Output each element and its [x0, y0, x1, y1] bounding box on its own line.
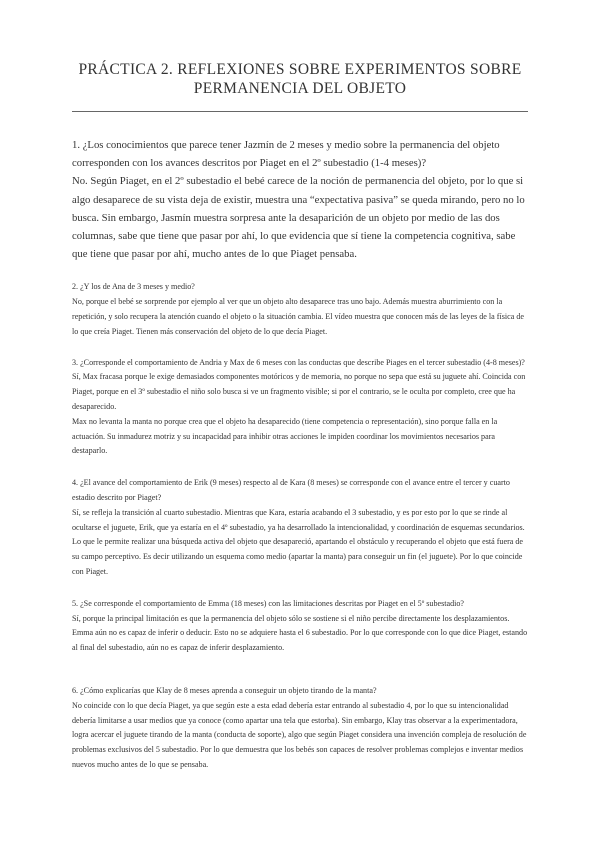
title-divider: [72, 111, 528, 112]
answer-text: No, porque el bebé se sorprende por ejemplo al ver que un objeto alto desaparece tras uno bajo. Además muestra aburrimiento con la repetición, y solo recupera la atención cuando el objeto o la situación cambia. El vídeo muestra que conocen más de las leyes de la física de lo que creía Piaget. Tienen más conservación del objeto de lo que decía Piaget.: [72, 297, 524, 336]
question-text: 4. ¿El avance del comportamiento de Erik (9 meses) respecto al de Kara (8 meses) se corresponde con el avance entre el tercer y cuarto estadio descrito por Piaget?: [72, 478, 510, 502]
question-text: 2. ¿Y los de Ana de 3 meses y medio?: [72, 282, 195, 292]
answer-text-2: Max no levanta la manta no porque crea que el objeto ha desaparecido (tiene competencia o representación), sino porque falla en la actuación. Su inmadurez motriz y su incapacidad para inhibir otras acciones le impiden coordinar los movimientos necesarios para destaparlo.: [72, 416, 498, 456]
question-block-1: [72, 136, 528, 263]
question-block-4: [72, 476, 528, 580]
question-block-3: [72, 356, 528, 460]
question-block-5: [72, 597, 528, 656]
page-title: [72, 0, 528, 98]
answer-text: Sí, Max fracasa porque le exige demasiados componentes motóricos y de memoria, no porque no sepa que está su juguete ahí. Coincida con Piaget, porque en el 3º subestadio el niño solo busca si ve un fragmento visible; si por el contrario, se le oculta por completo, cree que ha desaparecido.: [72, 372, 526, 411]
title-line-1: PRÁCTICA 2. REFLEXIONES SOBRE EXPERIMENTOS SOBRE: [78, 61, 522, 78]
answer-text: Sí, se refleja la transición al cuarto subestadio. Mientras que Kara, estaría acabando el 3 subestadio, y es por esto por lo que se rinde al ocultarse el juguete, Erik, que ya estaría en el 4º subestadio, ya ha desarrollado la intencionalidad, y coordinación de esquemas secundarios. Lo que le permite realizar una búsqueda activa del objeto que desapareció, apartando el obstáculo y recuperando el objeto que está fuera de su campo perceptivo. Es decir utilizando un esquema como medio (apartar la manta) para conseguir un fin (el juguete). Por lo que coincide con Piaget.: [72, 507, 525, 576]
title-line-2: PERMANENCIA DEL OBJETO: [193, 80, 407, 97]
answer-text: Sí, porque la principal limitación es que la permanencia del objeto sólo se sostiene si el niño percibe directamente los desplazamientos. Emma aún no es capaz de inferir o deducir. Esto no se adquiere hasta el 6 subestadio. Por lo que corresponde con lo que dice Piaget, estando al final del subestadio, aún no es capaz de inferir desplazamiento.: [72, 613, 528, 653]
answer-text: No. Según Piaget, en el 2º subestadio el bebé carece de la noción de permanencia del objeto, por lo que si algo desaparece de su vista deja de existir, muestra una “expectativa pasiva” se queda mirando, pero no lo busca. Sin embargo, Jasmín muestra sorpresa ante la desaparición de un objeto por medio de las dos columnas, sabe que tiene que pasar por ahí, lo que evidencia que sí tiene la competencia cognitiva, sabe que tiene que pasar por ahí, mucho antes de lo que Piaget pensaba.: [72, 175, 525, 261]
question-text: 6. ¿Cómo explicarías que Klay de 8 meses aprenda a conseguir un objeto tirando de la manta?: [72, 685, 377, 695]
question-text: 5. ¿Se corresponde el comportamiento de Emma (18 meses) con las limitaciones descritas por Piaget en el 5º subestadio?: [72, 598, 465, 608]
answer-text: No coincide con lo que decía Piaget, ya que según este a esta edad debería estar entrando al subestadio 4, por lo que su intencionalidad debería limitarse a usar medios que ya conoce (como apartar una tela que estorba). Sin embargo, Klay tras observar a la experimentadora, logra acercar el juguete tirando de la manta (conducta de soporte), algo que según Piaget considera una invención compleja de resolución de problemas exclusivos del 5 subestadio. Por lo que demuestra que los bebés son capaces de resolver problemas complejos e inventar medios nuevos mucho antes de lo que se pensaba.: [72, 700, 527, 769]
question-text: 3. ¿Corresponde el comportamiento de Andria y Max de 6 meses con las conductas que describe Piages en el tercer subestadio (4-8 meses)?: [72, 357, 525, 367]
question-block-2: [72, 280, 528, 339]
question-text: 1. ¿Los conocimientos que parece tener Jazmín de 2 meses y medio sobre la permanencia del objeto corresponden con los avances descritos por Piaget en el 2º subestadio (1-4 meses)?: [72, 139, 500, 170]
question-block-6: [72, 684, 528, 773]
